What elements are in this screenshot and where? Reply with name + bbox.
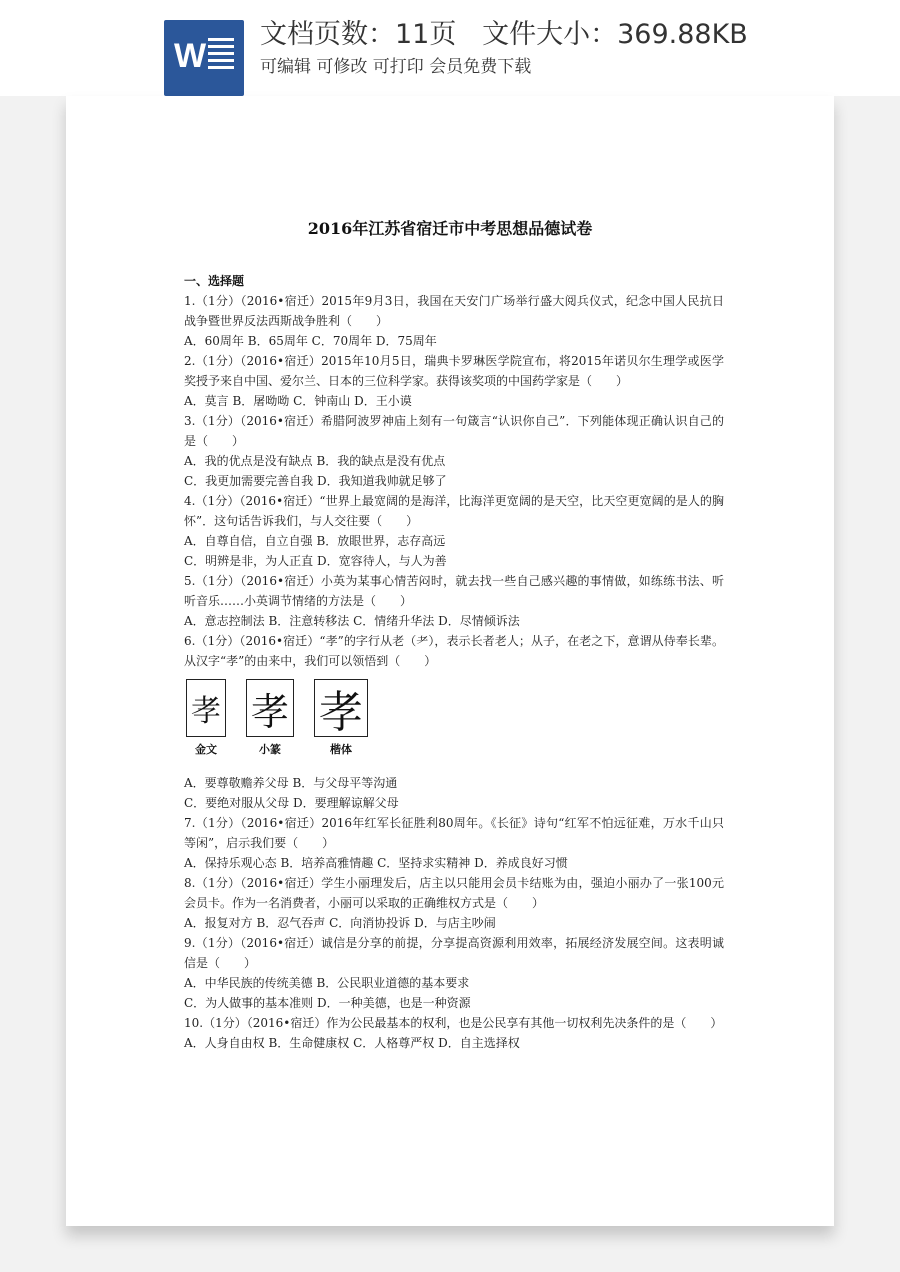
- answer-options: A．人身自由权 B．生命健康权 C．人格尊严权 D．自主选择权: [184, 1036, 520, 1050]
- exam-content: [184, 271, 724, 1053]
- character-glyph: 孝: [314, 679, 368, 737]
- answer-options: A．60周年 B．65周年 C．70周年 D．75周年: [184, 334, 437, 348]
- answer-options: C．明辨是非，为人正直 D．宽容待人，与人为善: [184, 554, 447, 568]
- answer-options: A．意志控制法 B．注意转移法 C．情绪升华法 D．尽情倾诉法: [184, 614, 520, 628]
- document-features: 可编辑 可修改 可打印 会员免费下载: [260, 57, 532, 77]
- character-figure: [186, 679, 226, 771]
- word-document-icon: [164, 20, 244, 96]
- xiao-character-figures: [186, 679, 724, 771]
- answer-options: A．报复对方 B．忍气吞声 C．向消协投诉 D．与店主吵闹: [184, 916, 496, 930]
- answer-options: A．自尊自信，自立自强 B．放眼世界，志存高远: [184, 534, 446, 548]
- answer-options: A．我的优点是没有缺点 B．我的缺点是没有优点: [184, 454, 446, 468]
- question-4: 4.（1分）（2016•宿迁）“世界上最宽阔的是海洋，比海洋更宽阔的是天空，比天空更宽阔的是人的胸怀”．这句话告诉我们，与人交往要（ ）: [184, 494, 724, 528]
- section-heading: 一、选择题: [184, 274, 245, 288]
- character-caption: 楷体: [330, 743, 352, 756]
- question-list: [184, 291, 724, 1053]
- answer-options: C．我更加需要完善自我 D．我知道我帅就足够了: [184, 474, 447, 488]
- question-3: 3.（1分）（2016•宿迁）希腊阿波罗神庙上刻有一句箴言“认识你自己”．下列能体现正确认识自己的是（ ）: [184, 414, 724, 448]
- character-caption: 小篆: [259, 743, 281, 756]
- answer-options: A．保持乐观心态 B．培养高雅情趣 C．坚持求实精神 D．养成良好习惯: [184, 856, 568, 870]
- character-figure: [246, 679, 294, 771]
- character-glyph: 孝: [246, 679, 294, 737]
- word-letter: W: [174, 37, 207, 75]
- character-glyph: 孝: [186, 679, 226, 737]
- answer-options: A．中华民族的传统美德 B．公民职业道德的基本要求: [184, 976, 470, 990]
- answer-options: A．要尊敬赡养父母 B．与父母平等沟通: [184, 776, 398, 790]
- question-5: 5.（1分）（2016•宿迁）小英为某事心情苦闷时，就去找一些自己感兴趣的事情做，如练练书法、听听音乐……小英调节情绪的方法是（ ）: [184, 574, 724, 608]
- question-8: 8.（1分）（2016•宿迁）学生小丽理发后，店主以只能用会员卡结账为由，强迫小丽办了一张100元会员卡。作为一名消费者，小丽可以采取的正确维权方式是（ ）: [184, 876, 724, 910]
- question-9: 9.（1分）（2016•宿迁）诚信是分享的前提，分享提高资源利用效率，拓展经济发展空间。这表明诚信是（ ）: [184, 936, 724, 970]
- character-figure: [314, 679, 368, 771]
- question-7: 7.（1分）（2016•宿迁）2016年红军长征胜利80周年。《长征》诗句“红军不怕远征难，万水千山只等闲”，启示我们要（ ）: [184, 816, 724, 850]
- header-banner: [0, 0, 900, 96]
- answer-options: C．为人做事的基本准则 D．一种美德，也是一种资源: [184, 996, 471, 1010]
- exam-title: 2016年江苏省宿迁市中考思想品德试卷: [307, 219, 593, 238]
- answer-options: A．莫言 B．屠呦呦 C．钟南山 D．王小谟: [184, 394, 412, 408]
- question-6: 6.（1分）（2016•宿迁）“孝”的字行从老（耂），表示长者老人；从子，在老之下，意谓从侍奉长辈。从汉字“孝”的由来中，我们可以领悟到（ ）: [184, 634, 724, 668]
- question-10: 10.（1分）（2016•宿迁）作为公民最基本的权利，也是公民享有其他一切权利先决条件的是（ ）: [184, 1016, 723, 1030]
- answer-options: C．要绝对服从父母 D．要理解谅解父母: [184, 796, 399, 810]
- document-info-title: 文档页数：11页 文件大小：369.88KB: [260, 19, 748, 50]
- character-caption: 金文: [195, 743, 217, 756]
- question-1: 1.（1分）（2016•宿迁）2015年9月3日，我国在天安门广场举行盛大阅兵仪式，纪念中国人民抗日战争暨世界反法西斯战争胜利（ ）: [184, 294, 724, 328]
- document-page: [66, 96, 834, 1226]
- question-2: 2.（1分）（2016•宿迁）2015年10月5日，瑞典卡罗琳医学院宣布，将2015年诺贝尔生理学或医学奖授予来自中国、爱尔兰、日本的三位科学家。获得该奖项的中国药学家是（ ）: [184, 354, 724, 388]
